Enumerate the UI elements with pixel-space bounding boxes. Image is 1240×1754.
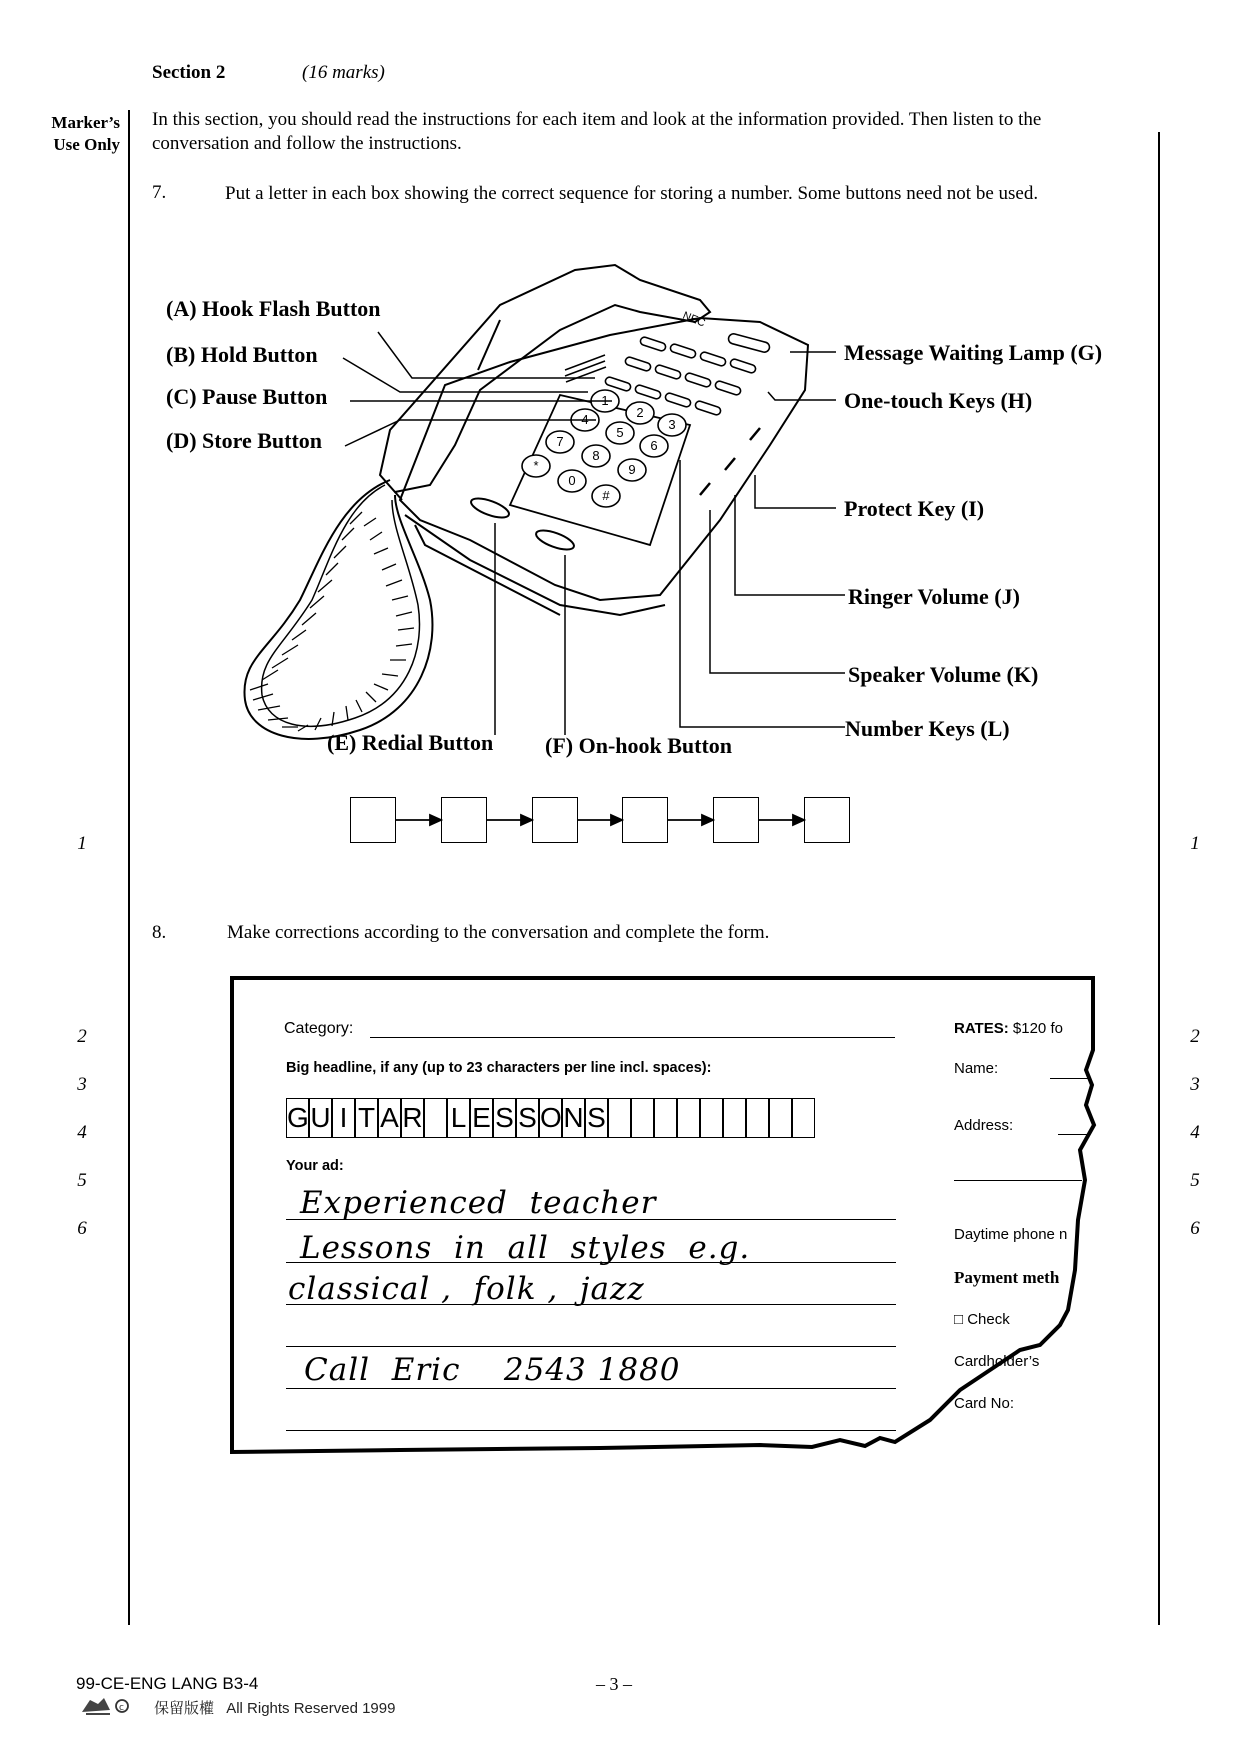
svg-text:3: 3: [668, 417, 676, 432]
rates-value: $120 fo: [1012, 1020, 1063, 1037]
svg-text:8: 8: [592, 448, 600, 463]
footer-copyright-cn: 保留版權: [154, 1700, 215, 1717]
q8-mark-left-1: 2: [77, 1026, 87, 1047]
svg-text:9: 9: [628, 462, 636, 477]
q7-mark-left: 1: [77, 833, 87, 854]
svg-text:0: 0: [568, 473, 576, 488]
label-pause-button: (C) Pause Button: [166, 384, 328, 409]
svg-text:#: #: [602, 488, 610, 503]
form-category-field[interactable]: [370, 1037, 895, 1038]
headline-char-box[interactable]: U: [309, 1098, 332, 1138]
ad-line-5[interactable]: [286, 1352, 896, 1389]
q8-mark-left-5: 6: [77, 1218, 87, 1239]
marker-line1: Marker’s: [51, 113, 120, 132]
q8-mark-right-3: 4: [1190, 1122, 1200, 1143]
q7-number: 7.: [152, 182, 167, 203]
form-address-field-2[interactable]: [954, 1180, 1082, 1181]
svg-text:5: 5: [616, 425, 624, 440]
label-hold-button: (B) Hold Button: [166, 342, 318, 367]
form-daytime-phone-label: Daytime phone n: [954, 1226, 1068, 1243]
ad-line-1[interactable]: [286, 1183, 896, 1220]
ad-line-5-text: Call Eric 2543 1880: [304, 1352, 681, 1388]
headline-char-box[interactable]: [792, 1098, 815, 1138]
label-store-button: (D) Store Button: [166, 428, 323, 453]
svg-text:*: *: [533, 458, 539, 473]
label-ringer-volume: Ringer Volume (J): [848, 584, 1020, 609]
headline-char-box[interactable]: E: [470, 1098, 493, 1138]
footer-copyright: [154, 1697, 395, 1718]
headline-char-box[interactable]: S: [493, 1098, 516, 1138]
headline-char-box[interactable]: [769, 1098, 792, 1138]
rates-label: RATES:: [954, 1020, 1009, 1037]
form-payment-label: Payment meth: [954, 1268, 1060, 1287]
q8-mark-right-2: 3: [1190, 1074, 1200, 1095]
label-speaker-volume: Speaker Volume (K): [848, 662, 1039, 687]
svg-text:6: 6: [650, 438, 658, 453]
label-hook-flash-button: (A) Hook Flash Button: [166, 296, 381, 321]
headline-char-box[interactable]: A: [378, 1098, 401, 1138]
form-address-field[interactable]: [1058, 1134, 1090, 1135]
headline-char-box[interactable]: R: [401, 1098, 424, 1138]
headline-char-box[interactable]: T: [355, 1098, 378, 1138]
section-marks: (16 marks): [302, 62, 385, 83]
headline-char-box[interactable]: [424, 1098, 447, 1138]
headline-char-box[interactable]: L: [447, 1098, 470, 1138]
q7-instructions: Put a letter in each box showing the correct sequence for storing a number. Some buttons need not be used.: [225, 183, 1039, 204]
q8-mark-left-3: 4: [77, 1122, 87, 1143]
form-card-no-label: Card No:: [954, 1395, 1015, 1412]
phone-brand: NEC: [680, 309, 707, 330]
q8-number: 8.: [152, 922, 167, 943]
headline-char-box[interactable]: G: [286, 1098, 309, 1138]
headline-char-box[interactable]: S: [585, 1098, 608, 1138]
form-cardholder-label: Cardholder’s: [954, 1353, 1040, 1370]
svg-text:c: c: [119, 1703, 124, 1713]
footer-copyright-en: All Rights Reserved 1999: [226, 1700, 396, 1717]
footer-code: 99-CE-ENG LANG B3-4: [76, 1674, 259, 1693]
q8-mark-left-2: 3: [77, 1074, 87, 1095]
ad-line-2-text: Lessons in all styles e.g.: [300, 1230, 751, 1266]
svg-text:1: 1: [601, 393, 609, 408]
form-headline-label: Big headline, if any (up to 23 characters per line incl. spaces):: [286, 1060, 712, 1076]
form-your-ad-label: Your ad:: [286, 1158, 344, 1174]
headline-char-box[interactable]: N: [562, 1098, 585, 1138]
headline-char-box[interactable]: [608, 1098, 631, 1138]
form-category-label: Category:: [284, 1020, 354, 1037]
svg-text:2: 2: [636, 405, 644, 420]
headline-char-box[interactable]: [746, 1098, 769, 1138]
ad-line-1-text: Experienced teacher: [300, 1185, 657, 1221]
svg-text:7: 7: [556, 434, 564, 449]
form-check-option[interactable]: □ Check: [954, 1311, 1010, 1328]
label-redial-button: (E) Redial Button: [327, 730, 494, 755]
headline-char-box[interactable]: [723, 1098, 746, 1138]
headline-char-box[interactable]: [631, 1098, 654, 1138]
q8-instructions: Make corrections according to the conversation and complete the form.: [227, 922, 770, 943]
headline-char-box[interactable]: [677, 1098, 700, 1138]
q8-mark-right-4: 5: [1190, 1170, 1200, 1191]
ad-line-3[interactable]: [286, 1268, 896, 1305]
q8-mark-right-1: 2: [1190, 1026, 1200, 1047]
hkeaa-logo-icon: [80, 1694, 138, 1716]
headline-char-box[interactable]: O: [539, 1098, 562, 1138]
headline-char-box[interactable]: I: [332, 1098, 355, 1138]
headline-char-box[interactable]: S: [516, 1098, 539, 1138]
label-message-waiting-lamp: Message Waiting Lamp (G): [844, 340, 1103, 365]
headline-char-box[interactable]: [700, 1098, 723, 1138]
form-name-field[interactable]: [1050, 1078, 1090, 1079]
q7-mark-right: 1: [1190, 833, 1200, 854]
q8-mark-left-4: 5: [77, 1170, 87, 1191]
form-address-label: Address:: [954, 1117, 1014, 1134]
marker-line2: Use Only: [53, 135, 120, 154]
label-number-keys: Number Keys (L): [845, 716, 1010, 741]
footer-page-number: – 3 –: [596, 1674, 632, 1694]
label-one-touch-keys: One-touch Keys (H): [844, 388, 1033, 413]
svg-text:4: 4: [581, 412, 589, 427]
headline-char-box[interactable]: [654, 1098, 677, 1138]
section-instructions: In this section, you should read the instructions for each item and look at the information provided. Then listen to the conversation and follow the instructions.: [152, 109, 1042, 154]
ad-line-6[interactable]: [286, 1394, 896, 1431]
ad-line-4[interactable]: [286, 1310, 896, 1347]
label-protect-key: Protect Key (I): [844, 496, 985, 521]
q8-mark-right-5: 6: [1190, 1218, 1200, 1239]
form-rates-label: [954, 1020, 1063, 1037]
section-title: Section 2: [152, 62, 226, 83]
form-name-label: Name:: [954, 1060, 999, 1077]
ad-line-2[interactable]: [286, 1226, 896, 1266]
ad-line-3-text: classical , folk , jazz: [288, 1271, 645, 1307]
label-on-hook-button: (F) On-hook Button: [545, 733, 733, 758]
